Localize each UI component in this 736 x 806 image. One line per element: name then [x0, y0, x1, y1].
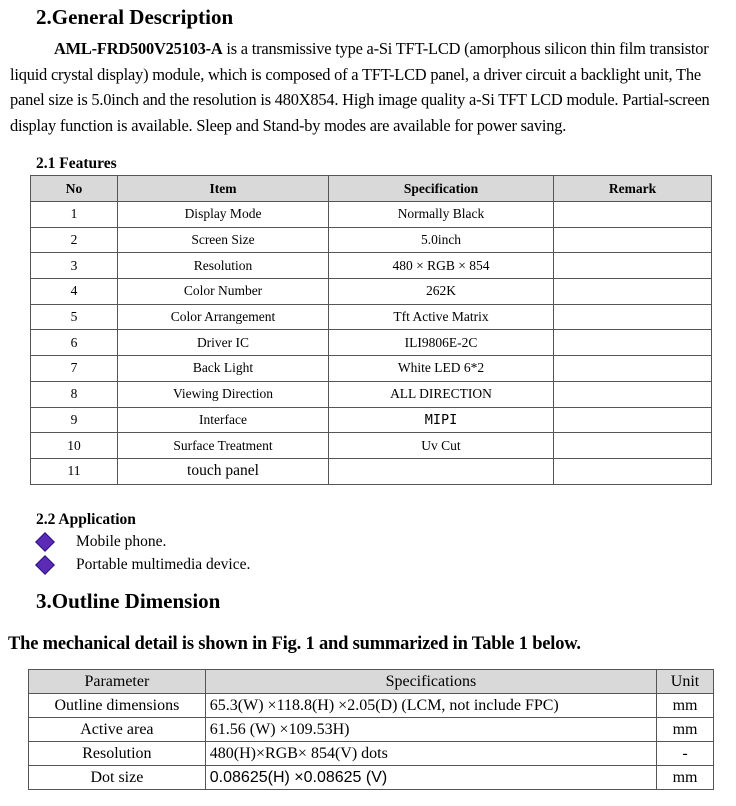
header-no: No: [31, 176, 118, 202]
table-cell: Normally Black: [329, 202, 554, 228]
table-cell: Uv Cut: [329, 433, 554, 459]
general-description: [10, 36, 732, 138]
table-row: [31, 433, 712, 459]
table-cell: mm: [657, 718, 714, 742]
table-cell: 6: [31, 330, 118, 356]
table-row: [31, 330, 712, 356]
table-cell: Dot size: [29, 766, 206, 790]
section-3-title: 3.Outline Dimension: [36, 589, 221, 613]
diamond-bullet-icon: [35, 555, 55, 575]
application-title: 2.2 Application: [36, 511, 136, 528]
table-cell: [554, 279, 712, 305]
table-cell: [554, 202, 712, 228]
table-cell: [554, 304, 712, 330]
table-cell: MIPI: [329, 407, 554, 433]
table-cell: touch panel: [118, 458, 329, 484]
table-cell: [554, 330, 712, 356]
table-cell: Viewing Direction: [118, 381, 329, 407]
section-2-title: 2.General Description: [36, 5, 234, 29]
table-row: [31, 202, 712, 228]
table-row: [31, 381, 712, 407]
table-cell: [554, 356, 712, 382]
table-cell: mm: [657, 694, 714, 718]
table-cell: 5.0inch: [329, 227, 554, 253]
table-row: [29, 694, 714, 718]
table-cell: White LED 6*2: [329, 356, 554, 382]
table-cell: 65.3(W) ×118.8(H) ×2.05(D) (LCM, not include FPC): [205, 694, 656, 718]
table-cell: Screen Size: [118, 227, 329, 253]
table-cell: ALL DIRECTION: [329, 381, 554, 407]
header-remark: Remark: [554, 176, 712, 202]
table-cell: Color Arrangement: [118, 304, 329, 330]
table-cell: Outline dimensions: [29, 694, 206, 718]
table-cell: 9: [31, 407, 118, 433]
table-cell: 2: [31, 227, 118, 253]
table-cell: [554, 253, 712, 279]
table-cell: [554, 458, 712, 484]
table-cell: 262K: [329, 279, 554, 305]
table-cell: 1: [31, 202, 118, 228]
table-row: [29, 742, 714, 766]
diamond-bullet-icon: [35, 532, 55, 552]
table-row: [31, 407, 712, 433]
table-cell: Tft Active Matrix: [329, 304, 554, 330]
table-cell: -: [657, 742, 714, 766]
list-item: [36, 533, 166, 551]
table-header-row: [31, 176, 712, 202]
table-cell: [329, 458, 554, 484]
table-cell: 4: [31, 279, 118, 305]
table-cell: Display Mode: [118, 202, 329, 228]
outline-table: [28, 669, 714, 790]
table-header-row: [29, 670, 714, 694]
table-cell: Resolution: [29, 742, 206, 766]
table-row: [31, 227, 712, 253]
table-row: [29, 718, 714, 742]
table-cell: 7: [31, 356, 118, 382]
table-row: [31, 458, 712, 484]
table-cell: [554, 433, 712, 459]
table-cell: Active area: [29, 718, 206, 742]
list-item-text: Portable multimedia device.: [76, 556, 251, 573]
table-row: [31, 253, 712, 279]
table-row: [31, 279, 712, 305]
mechanical-intro: The mechanical detail is shown in Fig. 1 and summarized in Table 1 below.: [8, 634, 581, 654]
table-cell: Back Light: [118, 356, 329, 382]
header-specifications: Specifications: [205, 670, 656, 694]
header-item: Item: [118, 176, 329, 202]
features-table: [30, 175, 712, 485]
table-row: [31, 356, 712, 382]
table-cell: ILI9806E-2C: [329, 330, 554, 356]
model-name: AML-FRD500V25103-A: [54, 39, 223, 58]
list-item: [36, 556, 250, 574]
table-cell: 0.08625(H) ×0.08625 (V): [205, 766, 656, 790]
table-cell: Surface Treatment: [118, 433, 329, 459]
header-specification: Specification: [329, 176, 554, 202]
table-cell: 11: [31, 458, 118, 484]
table-cell: 8: [31, 381, 118, 407]
description-text: is a transmissive type a-Si TFT-LCD (amorphous silicon thin film transistor liquid crystal display) module, which is composed of a TFT-LCD panel, a driver circuit a backlight unit, The panel size is 5.0inch and the resolution is 480X854. High image quality a-Si TFT LCD module. Partial-screen display function is available. Sleep and Stand-by modes are available for power saving.: [10, 39, 710, 135]
table-row: [29, 766, 714, 790]
table-cell: [554, 381, 712, 407]
table-cell: Resolution: [118, 253, 329, 279]
features-title: 2.1 Features: [36, 155, 117, 172]
table-cell: Driver IC: [118, 330, 329, 356]
table-cell: 10: [31, 433, 118, 459]
table-cell: 61.56 (W) ×109.53H): [205, 718, 656, 742]
table-row: [31, 304, 712, 330]
table-cell: Interface: [118, 407, 329, 433]
list-item-text: Mobile phone.: [76, 533, 167, 550]
table-cell: mm: [657, 766, 714, 790]
table-cell: [554, 227, 712, 253]
header-parameter: Parameter: [29, 670, 206, 694]
header-unit: Unit: [657, 670, 714, 694]
table-cell: 480(H)×RGB× 854(V) dots: [205, 742, 656, 766]
table-cell: Color Number: [118, 279, 329, 305]
table-cell: 480 × RGB × 854: [329, 253, 554, 279]
table-cell: 3: [31, 253, 118, 279]
table-cell: [554, 407, 712, 433]
table-cell: 5: [31, 304, 118, 330]
